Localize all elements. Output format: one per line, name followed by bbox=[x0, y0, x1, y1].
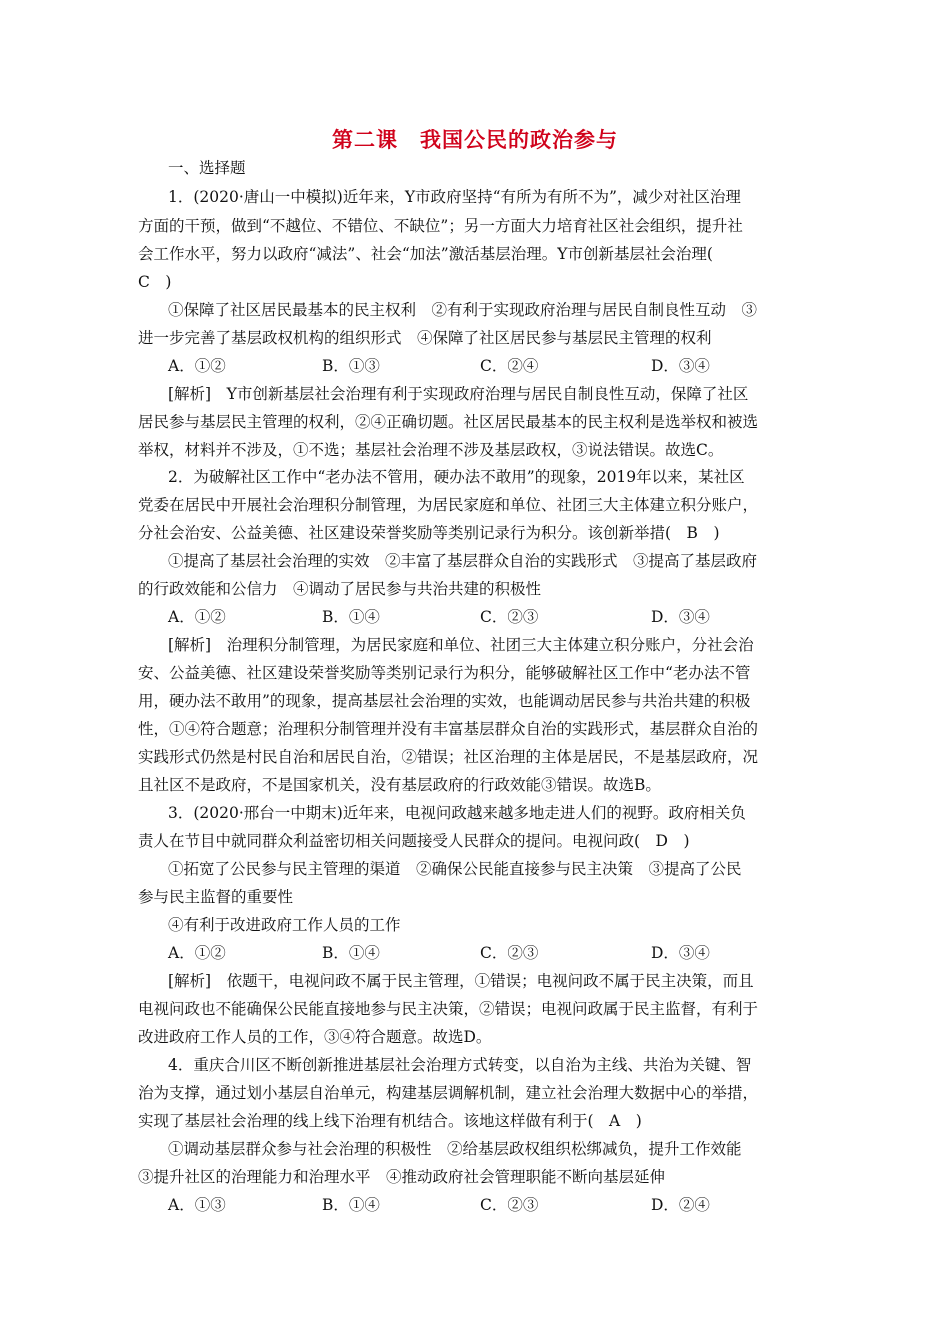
q1-option-a: A．①② bbox=[168, 357, 226, 375]
q1-line-3: 会工作水平，努力以政府“减法”、社会“加法”激活基层治理。Y市创新基层社会治理( bbox=[138, 245, 713, 263]
q2-option-b: B．①④ bbox=[322, 608, 380, 626]
q1-analysis-1: [解析] Y市创新基层社会治理有利于实现政府治理与居民自制良性互动，保障了社区 bbox=[168, 385, 749, 403]
q2-statement-2: 的行政效能和公信力 ④调动了居民参与共治共建的积极性 bbox=[138, 580, 542, 598]
q3-statement-1: ①拓宽了公民参与民主管理的渠道 ②确保公民能直接参与民主决策 ③提高了公民 bbox=[168, 860, 742, 878]
q1-analysis-2: 居民参与基层民主管理的权利，②④正确切题。社区居民最基本的民主权利是选举权和被选 bbox=[138, 413, 759, 431]
q2-line-1: 2．为破解社区工作中“老办法不管用，硬办法不敢用”的现象，2019年以来，某社区 bbox=[168, 468, 745, 486]
q4-option-c: C．②③ bbox=[480, 1196, 539, 1214]
q3-analysis-1: [解析] 依题干，电视问政不属于民主管理，①错误；电视问政不属于民主决策，而且 bbox=[168, 972, 754, 990]
q2-analysis-3: 用，硬办法不敢用”的现象，提高基层社会治理的实效，也能调动居民参与共治共建的积极 bbox=[138, 692, 751, 710]
q1-analysis-3: 举权，材料并不涉及，①不选；基层社会治理不涉及基层政权，③说法错误。故选C。 bbox=[138, 441, 724, 459]
q3-analysis-2: 电视问政也不能确保公民能直接地参与民主决策，②错误；电视问政属于民主监督，有利于 bbox=[138, 1000, 759, 1018]
q2-statement-1: ①提高了基层社会治理的实效 ②丰富了基层群众自治的实践形式 ③提高了基层政府 bbox=[168, 552, 758, 570]
q4-statement-2: ③提升社区的治理能力和治理水平 ④推动政府社会管理职能不断向基层延伸 bbox=[138, 1168, 666, 1186]
q3-statement-4: ④有利于改进政府工作人员的工作 bbox=[168, 916, 401, 934]
q2-line-2: 党委在居民中开展社会治理积分制管理，为居民家庭和单位、社团三大主体建立积分账户， bbox=[138, 496, 759, 514]
q2-option-a: A．①② bbox=[168, 608, 226, 626]
q1-option-b: B．①③ bbox=[322, 357, 380, 375]
q1-statement-2: 进一步完善了基层政权机构的组织形式 ④保障了社区居民参与基层民主管理的权利 bbox=[138, 329, 712, 347]
q1-option-d: D．③④ bbox=[651, 357, 710, 375]
q1-option-c: C．②④ bbox=[480, 357, 539, 375]
q3-option-c: C．②③ bbox=[480, 944, 539, 962]
q1-line-2: 方面的干预，做到“不越位、不错位、不缺位”；另一方面大力培育社区社会组织，提升社 bbox=[138, 217, 743, 235]
q4-option-a: A．①③ bbox=[168, 1196, 226, 1214]
q2-analysis-1: [解析] 治理积分制管理，为居民家庭和单位、社团三大主体建立积分账户，分社会治 bbox=[168, 636, 754, 654]
q1-statement-1: ①保障了社区居民最基本的民主权利 ②有利于实现政府治理与居民自制良性互动 ③ bbox=[168, 301, 758, 319]
section-heading: 一、选择题 bbox=[168, 159, 246, 177]
q3-option-a: A．①② bbox=[168, 944, 226, 962]
q3-option-b: B．①④ bbox=[322, 944, 380, 962]
q4-line-1: 4．重庆合川区不断创新推进基层社会治理方式转变，以自治为主线、共治为关键、智 bbox=[168, 1056, 752, 1074]
q3-option-d: D．③④ bbox=[651, 944, 710, 962]
q3-analysis-3: 改进政府工作人员的工作，③④符合题意。故选D。 bbox=[138, 1028, 492, 1046]
q2-option-c: C．②③ bbox=[480, 608, 539, 626]
q2-analysis-2: 安、公益美德、社区建设荣誉奖励等类别记录行为积分，能够破解社区工作中“老办法不管 bbox=[138, 664, 751, 682]
page-title: 第二课 我国公民的政治参与 bbox=[332, 128, 618, 152]
q2-analysis-6: 且社区不是政府，不是国家机关，没有基层政府的行政效能③错误。故选B。 bbox=[138, 776, 661, 794]
q4-statement-1: ①调动基层群众参与社会治理的积极性 ②给基层政权组织松绑减负，提升工作效能 bbox=[168, 1140, 742, 1158]
q1-line-1: 1．(2020·唐山一中模拟)近年来，Y市政府坚持“有所为有所不为”，减少对社区治理 bbox=[168, 188, 741, 206]
q4-option-d: D．②④ bbox=[651, 1196, 710, 1214]
q3-line-1: 3．(2020·邢台一中期末)近年来，电视问政越来越多地走进人们的视野。政府相关负 bbox=[168, 804, 746, 822]
q3-statement-2: 参与民主监督的重要性 bbox=[138, 888, 294, 906]
q4-option-b: B．①④ bbox=[322, 1196, 380, 1214]
q2-option-d: D．③④ bbox=[651, 608, 710, 626]
q3-line-2: 责人在节目中就同群众利益密切相关问题接受人民群众的提问。电视问政( D ) bbox=[138, 832, 690, 850]
q4-line-2: 治为支撑，通过划小基层自治单元，构建基层调解机制，建立社会治理大数据中心的举措， bbox=[138, 1084, 759, 1102]
q4-line-3: 实现了基层社会治理的线上线下治理有机结合。该地这样做有利于( A ) bbox=[138, 1112, 642, 1130]
q2-analysis-5: 实践形式仍然是村民自治和居民自治，②错误；社区治理的主体是居民，不是基层政府，况 bbox=[138, 748, 759, 766]
q2-line-3: 分社会治安、公益美德、社区建设荣誉奖励等类别记录行为积分。该创新举措( B ) bbox=[138, 524, 720, 542]
q2-analysis-4: 性，①④符合题意；治理积分制管理并没有丰富基层群众自治的实践形式，基层群众自治的 bbox=[138, 720, 759, 738]
q1-line-4: C ) bbox=[138, 273, 172, 291]
